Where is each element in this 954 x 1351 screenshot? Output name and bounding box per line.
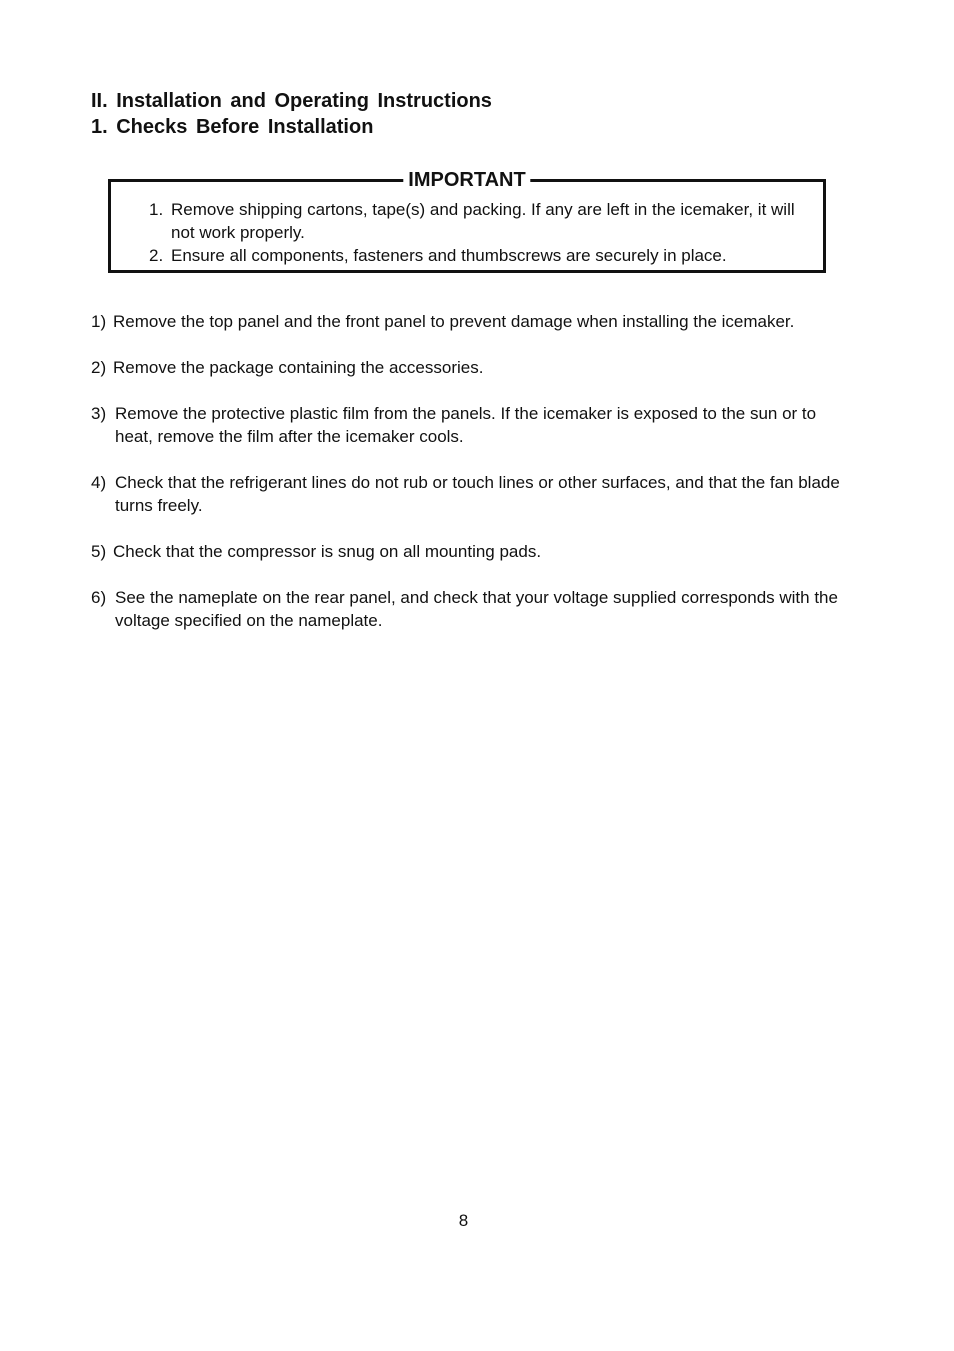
step-text: See the nameplate on the rear panel, and check that your voltage supplied corresponds with the voltage specified on the nameplate.	[115, 588, 838, 630]
check-step	[91, 471, 851, 517]
step-text: Remove the protective plastic film from the panels. If the icemaker is exposed to the sun or to heat, remove the film after the icemaker cools.	[115, 404, 817, 446]
check-step	[91, 586, 851, 632]
step-text: Remove the package containing the accessories.	[113, 358, 484, 377]
important-item-text: Remove shipping cartons, tape(s) and packing. If any are left in the icemaker, it will not work properly.	[171, 200, 795, 242]
important-title: IMPORTANT	[403, 169, 530, 191]
step-number: 5)	[91, 542, 107, 561]
important-item-number: 1.	[149, 200, 164, 219]
step-number: 4)	[91, 473, 107, 492]
important-item	[149, 198, 809, 244]
section-title: II. Installation and Operating Instructions	[91, 90, 492, 112]
check-step	[91, 356, 851, 379]
step-number: 3)	[91, 404, 107, 423]
check-step	[91, 402, 851, 448]
step-number: 1)	[91, 312, 107, 331]
installation-checks-list	[91, 310, 851, 655]
important-item-number: 2.	[149, 246, 164, 265]
step-text: Remove the top panel and the front panel to prevent damage when installing the icemaker.	[113, 312, 795, 331]
important-item-text: Ensure all components, fasteners and thumbscrews are securely in place.	[171, 246, 727, 265]
check-step	[91, 540, 851, 563]
step-text: Check that the compressor is snug on all mounting pads.	[113, 542, 542, 561]
step-number: 2)	[91, 358, 107, 377]
important-notice-box	[108, 169, 826, 273]
step-text: Check that the refrigerant lines do not rub or touch lines or other surfaces, and that the fan blade turns freely.	[115, 473, 840, 515]
important-list	[149, 198, 809, 267]
check-step	[91, 310, 851, 333]
subsection-title: 1. Checks Before Installation	[91, 116, 374, 138]
page-number: 8	[458, 1211, 469, 1230]
important-item	[149, 244, 809, 267]
step-number: 6)	[91, 588, 107, 607]
